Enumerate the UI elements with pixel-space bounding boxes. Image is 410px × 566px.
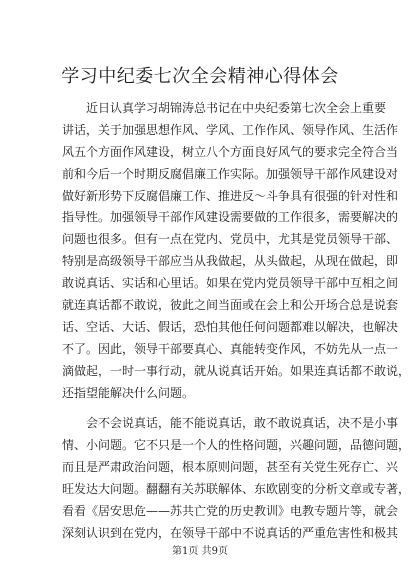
paragraph-line: 情、小问题。它不只是一个人的性格问题，兴趣问题，品德问题，	[62, 438, 410, 453]
paragraph-line: 看看《居安思危——苏共亡党的历史教训》电教专题片等，就会	[62, 504, 399, 519]
page-footer: 第1页 共9页	[172, 546, 228, 557]
paragraph-line: 做好新形势下反腐倡廉工作、推进反～斗争具有很强的针对性和	[62, 188, 399, 203]
paragraph-line: 前和今后一个时期反腐倡廉工作实际。加强领导干部作风建设对	[62, 166, 399, 181]
paragraph-line: 滴做起，一时一事行动，就从说真话开始。如果连真话都不敢说，	[62, 363, 410, 378]
document-body	[62, 98, 410, 545]
paragraph-1	[62, 98, 410, 404]
paragraph-line: 还指望能解决什么问题。	[62, 385, 195, 400]
paragraph-line: 会不会说真话，能不能说真话，敢不敢说真话，决不是小事	[86, 416, 399, 431]
paragraph-line: 讲话，关于加强思想作风、学风、工作作风、领导作风、生活作	[62, 122, 399, 137]
paragraph-line: 特别是高级领导干部应当从我做起，从头做起，从现在做起，即	[62, 254, 399, 269]
document-title: 学习中纪委七次全会精神心得体会	[61, 66, 339, 87]
paragraph-line: 问题也很多。但有一点在党内、党员中，尤其是党员领导干部、	[62, 232, 399, 247]
paragraph-gap	[62, 404, 350, 413]
paragraph-line: 风五个方面作风建设，树立八个方面良好风气的要求完全符合当	[62, 144, 399, 159]
paragraph-line: 话、空话、大话、假话，恐怕其他任何问题都难以解决，也解决	[62, 319, 399, 334]
paragraph-line: 而且是严肃政治问题，根本原则问题，甚至有关党生死存亡、兴	[62, 460, 399, 475]
paragraph-line: 就连真话都不敢说，彼此之间当面或在会上和公开场合总是说套	[62, 298, 399, 313]
paragraph-line: 旺发达大问题。翻翻有关苏联解体、东欧剧变的分析文章或专著，	[62, 482, 410, 497]
paragraph-line: 敢说真话、实话和心里话。如果在党内党员领导干部中互相之间	[62, 276, 399, 291]
paragraph-line: 近日认真学习胡锦涛总书记在中央纪委第七次全会上重要	[86, 101, 387, 115]
paragraph-line: 深刻认识到在党内，在领导干部中不说真话的严重危害性和极其	[62, 525, 399, 540]
paragraph-2	[62, 413, 410, 544]
paragraph-line: 指导性。加强领导干部作风建设需要做的工作很多，需要解决的	[62, 210, 399, 225]
paragraph-line: 不了。因此，领导干部要真心、真能转变作风，不妨先从一点一	[62, 341, 399, 356]
